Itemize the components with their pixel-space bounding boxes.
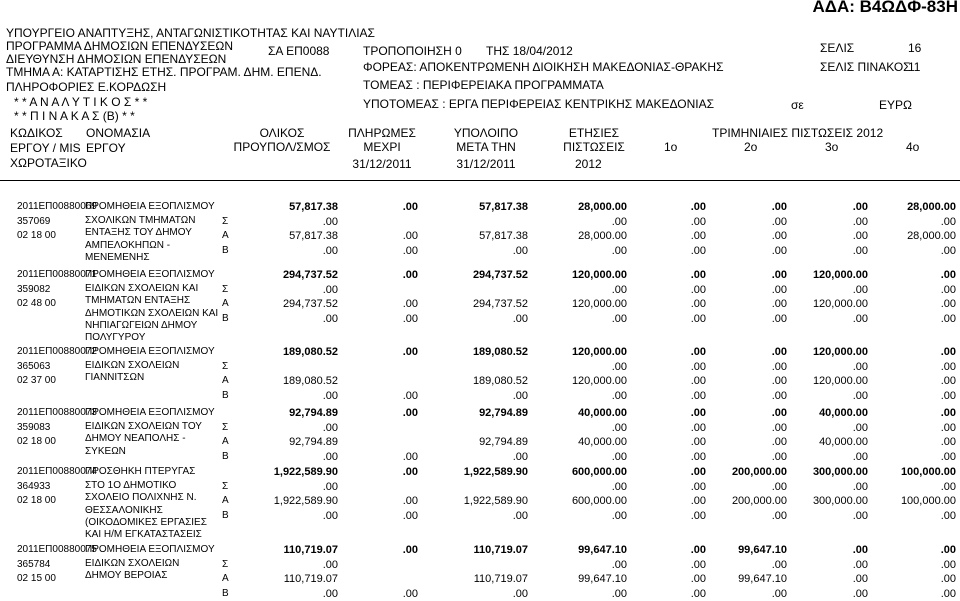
col-annual-2: ΠΙΣΤΩΣΕΙΣ: [563, 140, 625, 154]
project-name-line: ΕΙΔΙΚΩΝ ΣΧΟΛΕΙΩΝ ΚΑΙ: [85, 283, 199, 295]
project-name-line: ΠΡΟΜΗΘΕΙΑ ΕΞΟΠΛΙΣΜΟΥ: [85, 201, 215, 212]
amount-q2: .00: [771, 451, 787, 464]
amount-q4: .00: [940, 558, 956, 571]
amount-annual: 28,000.00: [578, 230, 627, 243]
amount-total: 110,719.07: [283, 573, 338, 586]
project-mis: 357069: [17, 215, 51, 227]
project-name-line: ΑΜΠΕΛΟΚΗΠΩΝ -: [85, 239, 171, 251]
row-type-letter: Α: [222, 375, 229, 387]
row-type-letter: Β: [222, 390, 229, 402]
amount-q4: .00: [940, 313, 956, 326]
amount-q4: .00: [940, 436, 956, 449]
row-type-letter: Σ: [222, 215, 229, 227]
amount-q2: .00: [771, 215, 787, 228]
project-code: 2011ΕΠ00880073: [17, 407, 97, 418]
row-type-letter: Β: [222, 313, 229, 325]
amount-q3: .00: [852, 421, 868, 434]
amount-annual: 120,000.00: [571, 269, 627, 281]
amount-paid: .00: [402, 451, 418, 464]
amount-annual: 120,000.00: [571, 375, 627, 388]
row-type-letter: Α: [222, 495, 229, 507]
project-name-line: ΠΡΟΜΗΘΕΙΑ ΕΞΟΠΛΙΣΜΟΥ: [85, 407, 215, 418]
ada-stamp: ΑΔΑ: Β4ΩΔΦ-83Η: [812, 0, 958, 16]
amount-q2: .00: [771, 298, 787, 311]
project-code: 2011ΕΠ00880072: [17, 346, 97, 357]
project-name-line: ΕΝΤΑΞΗΣ ΤΟΥ ΔΗΜΟΥ: [85, 227, 192, 239]
amount-q4: .00: [940, 360, 956, 373]
amount-q3: .00: [852, 215, 868, 228]
row-type-letter: Σ: [222, 480, 229, 492]
row-type-letter: Α: [222, 230, 229, 242]
amount-rem: 110,719.07: [473, 573, 528, 586]
amount-q3: 40,000.00: [819, 436, 868, 449]
amount-annual: 120,000.00: [571, 346, 627, 358]
amount-annual: .00: [611, 245, 627, 258]
table-page-number: 11: [908, 60, 921, 74]
amount-rem: 110,719.07: [473, 544, 528, 556]
amount-q2: 200,000.00: [731, 495, 787, 508]
amount-q3: 300,000.00: [812, 495, 868, 508]
amount-q1: .00: [690, 544, 706, 556]
row-type-letter: Α: [222, 436, 229, 448]
amount-annual: .00: [611, 421, 627, 434]
amount-rem: .00: [512, 390, 528, 403]
amount-rem: 294,737.52: [472, 269, 528, 281]
col-q3: 3ο: [825, 140, 839, 154]
col-code-1: ΚΩΔΙΚΟΣ: [10, 126, 63, 140]
amount-rem: .00: [512, 588, 528, 601]
amount-annual: .00: [611, 313, 627, 326]
amount-total: .00: [322, 510, 338, 523]
project-name-line: ΕΙΔΙΚΩΝ ΣΧΟΛΕΙΩΝ: [85, 558, 180, 570]
amount-q1: .00: [690, 558, 706, 571]
amount-q2: .00: [771, 480, 787, 493]
amount-q3: 120,000.00: [812, 269, 868, 281]
amount-annual: 600,000.00: [571, 495, 627, 508]
project-name-line: ΔΗΜΟΥ ΒΕΡΟΙΑΣ: [85, 570, 168, 582]
modification-date: ΤΗΣ 18/04/2012: [486, 44, 573, 58]
amount-q1: .00: [690, 245, 706, 258]
amount-q4: .00: [940, 451, 956, 464]
col-remaining-3: 31/12/2011: [456, 157, 516, 171]
amount-q2: .00: [771, 558, 787, 571]
amount-rem: 189,080.52: [472, 346, 528, 358]
row-type-letter: Β: [222, 588, 229, 600]
amount-q1: .00: [690, 510, 706, 523]
row-type-letter: Β: [222, 510, 229, 522]
amount-q4: 28,000.00: [907, 201, 956, 213]
amount-paid: .00: [402, 588, 418, 601]
amount-paid: .00: [402, 313, 418, 326]
amount-rem: 1,922,589.90: [463, 466, 528, 478]
amount-q3: 120,000.00: [812, 298, 868, 311]
currency-label: ΕΥΡΩ: [879, 98, 912, 112]
amount-q4: .00: [940, 283, 956, 296]
project-name-line: ΠΡΟΜΗΘΕΙΑ ΕΞΟΠΛΙΣΜΟΥ: [85, 544, 215, 555]
col-name-2: ΕΡΓΟΥ: [86, 141, 126, 155]
amount-q1: .00: [690, 451, 706, 464]
amount-annual: .00: [611, 215, 627, 228]
amount-q1: .00: [690, 360, 706, 373]
amount-q2: 200,000.00: [731, 466, 787, 478]
modification-number: ΤΡΟΠΟΠΟΙΗΣΗ 0: [363, 44, 462, 58]
amount-q4: .00: [940, 544, 956, 556]
row-type-letter: Σ: [222, 421, 229, 433]
project-name-line: ΕΙΔΙΚΩΝ ΣΧΟΛΕΙΩΝ: [85, 360, 180, 372]
amount-q4: 100,000.00: [900, 495, 956, 508]
amount-q1: .00: [690, 346, 706, 358]
amount-q2: .00: [771, 245, 787, 258]
amount-q1: .00: [690, 201, 706, 213]
amount-annual: .00: [611, 451, 627, 464]
amount-q3: .00: [852, 544, 868, 556]
amount-q3: .00: [852, 573, 868, 586]
amount-annual: .00: [611, 588, 627, 601]
amount-total: 294,737.52: [282, 269, 338, 281]
sector-title: ΤΟΜΕΑΣ : ΠΕΡΙΦΕΡΕΙΑΚΑ ΠΡΟΓΡΑΜΜΑΤΑ: [363, 78, 604, 92]
amount-q1: .00: [690, 375, 706, 388]
amount-total: .00: [322, 421, 338, 434]
project-geo-code: 02 48 00: [17, 298, 56, 310]
amount-rem: 1,922,589.90: [463, 495, 528, 508]
amount-rem: 57,817.38: [479, 201, 528, 213]
amount-q1: .00: [690, 313, 706, 326]
amount-paid: .00: [402, 298, 418, 311]
ministry-title: ΥΠΟΥΡΓΕΙΟ ΑΝΑΠΤΥΞΗΣ, ΑΝΤΑΓΩΝΙΣΤΙΚΟΤΗΤΑΣ ΚΑΙ ΝΑΥΤΙΛΙΑΣ: [6, 26, 375, 40]
col-code-2: ΕΡΓΟΥ / MIS: [10, 141, 81, 155]
amount-annual: 120,000.00: [571, 298, 627, 311]
amount-q2: .00: [771, 269, 787, 281]
col-q1: 1ο: [664, 140, 678, 154]
amount-q1: .00: [690, 588, 706, 601]
amount-total: 189,080.52: [282, 375, 338, 388]
amount-q2: .00: [771, 283, 787, 296]
amount-q1: .00: [690, 407, 706, 419]
amount-total: 92,794.89: [289, 407, 338, 419]
amount-q1: .00: [690, 298, 706, 311]
col-name-1: ΟΝΟΜΑΣΙΑ: [86, 126, 151, 140]
amount-q2: 99,647.10: [738, 544, 787, 556]
sa-code: ΣΑ ΕΠ0088: [268, 44, 330, 58]
col-quarterly: ΤΡΙΜΗΝΙΑΙΕΣ ΠΙΣΤΩΣΕΙΣ 2012: [712, 126, 884, 140]
project-name-line: ΚΑΙ Η/Μ ΕΓΚΑΤΑΣΤΑΣΕΙΣ: [85, 529, 202, 540]
amount-q3: .00: [852, 510, 868, 523]
row-type-letter: Α: [222, 298, 229, 310]
amount-q3: .00: [852, 201, 868, 213]
amount-q2: .00: [771, 390, 787, 403]
amount-q4: .00: [940, 215, 956, 228]
amount-paid: .00: [402, 245, 418, 258]
amount-q4: .00: [940, 421, 956, 434]
amount-q1: .00: [690, 421, 706, 434]
amount-rem: .00: [512, 313, 528, 326]
project-name-line: ΘΕΣΣΑΛΟΝΙΚΗΣ: [85, 504, 163, 516]
amount-q3: 120,000.00: [812, 346, 868, 358]
amount-q3: .00: [852, 480, 868, 493]
amount-paid: .00: [402, 466, 418, 478]
amount-annual: .00: [611, 283, 627, 296]
amount-q1: .00: [690, 436, 706, 449]
amount-q1: .00: [690, 283, 706, 296]
amount-q2: .00: [771, 201, 787, 213]
analytic-title: * * Α Ν Α Λ Υ Τ Ι Κ Ο Σ * *: [14, 95, 148, 109]
amount-rem: .00: [512, 245, 528, 258]
amount-q4: .00: [940, 269, 956, 281]
amount-q3: 120,000.00: [812, 375, 868, 388]
amount-q4: 28,000.00: [907, 230, 956, 243]
col-paid-3: 31/12/2011: [352, 157, 412, 171]
project-mis: 359082: [17, 283, 51, 295]
project-geo-code: 02 37 00: [17, 375, 56, 387]
amount-total: .00: [322, 245, 338, 258]
amount-total: .00: [322, 283, 338, 296]
department-title: ΤΜΗΜΑ Α: ΚΑΤΑΡΤΙΣΗΣ ΕΤΗΣ. ΠΡΟΓΡΑΜ. ΔΗΜ. ΕΠΕΝΔ.: [6, 65, 322, 79]
amount-q3: .00: [852, 588, 868, 601]
amount-total: 110,719.07: [283, 544, 338, 556]
amount-paid: .00: [402, 269, 418, 281]
program-title: ΠΡΟΓΡΑΜΜΑ ΔΗΜΟΣΙΩΝ ΕΠΕΝΔΥΣΕΩΝ: [6, 39, 233, 53]
amount-q4: .00: [940, 510, 956, 523]
amount-annual: .00: [611, 558, 627, 571]
amount-paid: .00: [402, 390, 418, 403]
amount-paid: .00: [402, 201, 418, 213]
amount-q2: .00: [771, 436, 787, 449]
amount-paid: .00: [402, 407, 418, 419]
amount-q1: .00: [690, 466, 706, 478]
row-type-letter: Β: [222, 245, 229, 257]
project-name-line: ΠΡΟΜΗΘΕΙΑ ΕΞΟΠΛΙΣΜΟΥ: [85, 346, 215, 357]
amount-q4: .00: [940, 346, 956, 358]
amount-q2: .00: [771, 360, 787, 373]
amount-q1: .00: [690, 230, 706, 243]
amount-q4: .00: [940, 245, 956, 258]
amount-q4: .00: [940, 407, 956, 419]
amount-q1: .00: [690, 495, 706, 508]
amount-annual: 99,647.10: [578, 544, 627, 556]
amount-annual: .00: [611, 510, 627, 523]
agency-title: ΦΟΡΕΑΣ: ΑΠΟΚΕΝΤΡΩΜΕΝΗ ΔΙΟΙΚΗΣΗ ΜΑΚΕΔΟΝΙΑΣ-ΘΡΑΚΗΣ: [363, 60, 724, 74]
project-name-line: ΣΥΚΕΩΝ: [85, 445, 126, 457]
amount-total: .00: [322, 451, 338, 464]
amount-q3: 40,000.00: [819, 407, 868, 419]
amount-q3: .00: [852, 230, 868, 243]
col-paid-1: ΠΛΗΡΩΜΕΣ: [348, 126, 416, 140]
amount-total: 1,922,589.90: [273, 495, 338, 508]
project-geo-code: 02 15 00: [17, 573, 56, 585]
amount-q2: .00: [771, 375, 787, 388]
amount-paid: .00: [402, 510, 418, 523]
amount-total: 1,922,589.90: [273, 466, 338, 478]
amount-rem: .00: [512, 510, 528, 523]
amount-paid: .00: [402, 346, 418, 358]
project-name-line: ΣΤΟ 1Ο ΔΗΜΟΤΙΚΟ: [85, 480, 177, 492]
amount-q4: .00: [940, 375, 956, 388]
header-divider: [0, 180, 960, 181]
project-name-line: ΠΡΟΣΘΗΚΗ ΠΤΕΡΥΓΑΣ: [85, 466, 196, 477]
amount-q3: .00: [852, 245, 868, 258]
amount-q3: .00: [852, 313, 868, 326]
amount-total: .00: [322, 480, 338, 493]
amount-rem: 57,817.38: [479, 230, 528, 243]
col-remaining-2: ΜΕΤΑ ΤΗΝ: [456, 140, 516, 154]
amount-total: .00: [322, 390, 338, 403]
amount-annual: 99,647.10: [578, 573, 627, 586]
amount-q1: .00: [690, 269, 706, 281]
project-name-line: ΓΙΑΝΝΙΤΣΩΝ: [85, 372, 145, 384]
project-name-line: ΕΙΔΙΚΩΝ ΣΧΟΛΕΙΩΝ ΤΟΥ: [85, 421, 202, 433]
amount-q1: .00: [690, 390, 706, 403]
col-total-2: ΠΡΟΥΠΟΛ/ΣΜΟΣ: [233, 140, 331, 154]
project-name-line: ΠΡΟΜΗΘΕΙΑ ΕΞΟΠΛΙΣΜΟΥ: [85, 269, 215, 280]
amount-q2: .00: [771, 313, 787, 326]
subsector-title: ΥΠΟΤΟΜΕΑΣ : ΕΡΓΑ ΠΕΡΙΦΕΡΕΙΑΣ ΚΕΝΤΡΙΚΗΣ ΜΑΚΕΔΟΝΙΑΣ: [363, 97, 715, 111]
project-mis: 359083: [17, 421, 51, 433]
amount-q3: 300,000.00: [812, 466, 868, 478]
amount-q4: 100,000.00: [900, 466, 956, 478]
project-code: 2011ΕΠ00880071: [17, 269, 97, 280]
row-type-letter: Σ: [222, 558, 229, 570]
table-b-title: * * Π Ι Ν Α Κ Α Σ (Β) * *: [14, 109, 135, 123]
amount-paid: .00: [402, 495, 418, 508]
amount-q2: 99,647.10: [738, 573, 787, 586]
amount-q3: .00: [852, 390, 868, 403]
project-code: 2011ΕΠ00880069: [17, 201, 97, 212]
amount-q3: .00: [852, 558, 868, 571]
project-name-line: ΣΧΟΛΙΚΩΝ ΤΜΗΜΑΤΩΝ: [85, 215, 196, 227]
project-name-line: (ΟΙΚΟΔΟΜΙΚΕΣ ΕΡΓΑΣΙΕΣ: [85, 516, 207, 528]
project-code: 2011ΕΠ00880074: [17, 466, 97, 477]
amount-annual: .00: [611, 480, 627, 493]
amount-total: 57,817.38: [289, 230, 338, 243]
currency-prefix: σε: [791, 98, 804, 112]
row-type-letter: Σ: [222, 360, 229, 372]
amount-annual: .00: [611, 390, 627, 403]
amount-total: .00: [322, 313, 338, 326]
amount-total: .00: [322, 558, 338, 571]
amount-q1: .00: [690, 215, 706, 228]
project-geo-code: 02 18 00: [17, 495, 56, 507]
project-name-line: ΠΟΛΥΓΥΡΟΥ: [85, 332, 146, 343]
amount-q1: .00: [690, 480, 706, 493]
col-paid-2: ΜΕΧΡΙ: [363, 140, 401, 154]
col-annual-3: 2012: [575, 157, 602, 171]
amount-q4: .00: [940, 588, 956, 601]
project-geo-code: 02 18 00: [17, 436, 56, 448]
amount-q3: .00: [852, 451, 868, 464]
project-name-line: ΤΜΗΜΑΤΩΝ ΕΝΤΑΞΗΣ: [85, 295, 191, 307]
project-geo-code: 02 18 00: [17, 230, 56, 242]
amount-rem: 294,737.52: [472, 298, 528, 311]
project-name-line: ΣΧΟΛΕΙΟ ΠΟΛΙΧΝΗΣ Ν.: [85, 492, 197, 504]
amount-annual: 40,000.00: [578, 436, 627, 449]
table-page-label: ΣΕΛΙΣ ΠΙΝΑΚΟΣ: [820, 60, 911, 74]
amount-q2: .00: [771, 588, 787, 601]
amount-q4: .00: [940, 298, 956, 311]
amount-annual: 600,000.00: [571, 466, 627, 478]
col-q2: 2ο: [744, 140, 758, 154]
amount-q1: .00: [690, 573, 706, 586]
amount-total: 294,737.52: [282, 298, 338, 311]
amount-total: .00: [322, 588, 338, 601]
amount-rem: .00: [512, 451, 528, 464]
amount-paid: .00: [402, 230, 418, 243]
directorate-title: ΔΙΕΥΘΥΝΣΗ ΔΗΜΟΣΙΩΝ ΕΠΕΝΔΥΣΕΩΝ: [6, 52, 227, 66]
project-name-line: ΔΗΜΟΤΙΚΩΝ ΣΧΟΛΕΙΩΝ ΚΑΙ: [85, 307, 219, 319]
page-number: 16: [908, 41, 922, 55]
amount-q4: .00: [940, 480, 956, 493]
amount-annual: .00: [611, 360, 627, 373]
amount-total: 189,080.52: [282, 346, 338, 358]
project-code: 2011ΕΠ00880075: [17, 544, 97, 555]
project-name-line: ΝΗΠΙΑΓΩΓΕΙΩΝ ΔΗΜΟΥ: [85, 319, 198, 331]
project-mis: 365784: [17, 558, 51, 570]
project-mis: 364933: [17, 480, 51, 492]
amount-rem: 92,794.89: [479, 407, 528, 419]
col-q4: 4ο: [906, 140, 920, 154]
project-name-line: ΔΗΜΟΥ ΝΕΑΠΟΛΗΣ -: [85, 433, 186, 445]
project-name-line: ΜΕΝΕΜΕΝΗΣ: [85, 251, 150, 263]
amount-rem: 189,080.52: [472, 375, 528, 388]
col-remaining-1: ΥΠΟΛΟΙΠΟ: [453, 126, 519, 140]
amount-rem: 92,794.89: [479, 436, 528, 449]
amount-q4: .00: [940, 573, 956, 586]
amount-q3: .00: [852, 360, 868, 373]
amount-total: 57,817.38: [289, 201, 338, 213]
amount-annual: 28,000.00: [578, 201, 627, 213]
row-type-letter: Β: [222, 451, 229, 463]
amount-total: .00: [322, 215, 338, 228]
amount-q2: .00: [771, 510, 787, 523]
info-contact: ΠΛΗΡΟΦΟΡΙΕΣ Ε.ΚΟΡΔΩΣΗ: [6, 80, 167, 94]
project-mis: 365063: [17, 360, 51, 372]
row-type-letter: Α: [222, 573, 229, 585]
amount-total: 92,794.89: [289, 436, 338, 449]
page-label: ΣΕΛΙΣ: [820, 41, 855, 55]
amount-q2: .00: [771, 346, 787, 358]
col-total-1: ΟΛΙΚΟΣ: [259, 126, 305, 140]
col-annual-1: ΕΤΗΣΙΕΣ: [568, 126, 620, 140]
amount-paid: .00: [402, 544, 418, 556]
row-type-letter: Σ: [222, 283, 229, 295]
col-code-3: ΧΩΡΟΤΑΞΙΚΟ: [10, 156, 87, 170]
amount-q3: .00: [852, 283, 868, 296]
amount-q2: .00: [771, 230, 787, 243]
amount-q4: .00: [940, 390, 956, 403]
amount-q2: .00: [771, 421, 787, 434]
amount-annual: 40,000.00: [578, 407, 627, 419]
amount-q2: .00: [771, 407, 787, 419]
